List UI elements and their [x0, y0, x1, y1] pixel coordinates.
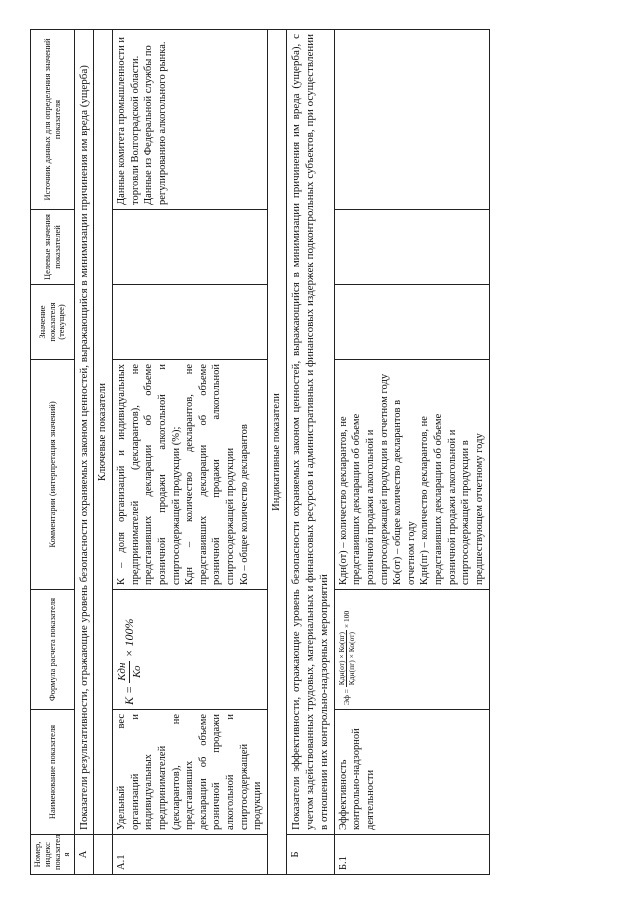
header-data-source: Источник данных для определения значений показателя [31, 30, 75, 210]
indicator-b1-current [334, 285, 489, 360]
key-indicators-row [94, 30, 113, 875]
formula-b1-fraction [337, 630, 358, 687]
indicative-indicators-label: Индикативные показатели [268, 30, 287, 875]
section-b-row [286, 30, 334, 875]
formula-a1 [116, 618, 144, 705]
formula-b1-numerator: Кдн(от) × Ко(пг) [336, 632, 346, 686]
indicator-a1-index: А.1 [113, 835, 268, 875]
formula-a1-lhs: K [121, 696, 136, 705]
indicator-b1-formula [334, 590, 489, 710]
header-row [31, 30, 75, 875]
formula-a1-denominator: Ко [131, 665, 144, 678]
indicator-a1-target [113, 210, 268, 285]
key-indicators-label: Ключевые показатели [94, 30, 113, 835]
indicator-a1-name: Удельный вес организаций и индивидуальных предпринимателей (декларантов), не представивших декларации об объеме розничной продажи алкогольной и спиртосодержащей продукции [113, 710, 268, 835]
indicator-a1-formula [113, 590, 268, 710]
indicator-a1-row [113, 30, 268, 875]
indicator-a1-current [113, 285, 268, 360]
header-name: Наименование показателя [31, 710, 75, 835]
section-a-row [75, 30, 94, 875]
section-a-index: А [75, 835, 94, 875]
key-indicators-index-cell [94, 835, 113, 875]
formula-a1-numerator: Кдн [115, 661, 130, 683]
header-current-value: Значение показателя (текущее) [31, 285, 75, 360]
formula-a1-eq: = [121, 685, 136, 694]
indicator-b1-index: Б.1 [334, 835, 489, 875]
indicator-b1-comment: Кдн(от) – количество декларантов, не представивших декларации об объеме розничной продажи алкогольной и спиртосодержащей продукции в отчетном году Ко(от) – общее количество декларантов в отчетном году Кдн(пг) – количество декларантов, не представивших декларации об объеме розничной продажи алкогольной и спиртосодержащей продукции в предшествующем отчетному году [334, 360, 489, 590]
formula-b1 [336, 610, 357, 705]
formula-b1-tail: × 100 [341, 610, 351, 629]
indicators-table [30, 29, 490, 875]
indicator-a1-comment [113, 360, 268, 590]
formula-b1-lhs: Эф = [341, 689, 351, 705]
indicative-indicators-row [268, 30, 287, 875]
section-a-title: Показатели результативности, отражающие уровень безопасности охраняемых законом ценностей, выражающийся в минимизации причинения им вреда (ущерба) [75, 30, 94, 835]
indicator-b1-source [334, 30, 489, 210]
indicator-b1-row [334, 30, 489, 875]
formula-b1-denominator: Кдн(пг) × Ко(от) [347, 632, 357, 686]
comment-a1-k: К – доля организаций и индивидуальных предпринимателей (декларантов), не представивших декларации об объеме розничной продажи алкогольной и спиртосодержащей продукции (%); [116, 364, 182, 585]
header-index: Номер, индекс показател я [31, 835, 75, 875]
formula-a1-tail: × 100% [121, 618, 136, 658]
indicator-b1-name: Эффективность контрольно-надзорной деятельности [334, 710, 489, 835]
comment-a1-ko: Ко – общее количество декларантов [238, 424, 250, 585]
section-b-title: Показатели эффективности, отражающие уровень безопасности охраняемых законом ценностей, выражающийся в минимизации причинения им вреда (ущерба), с учетом задействованных трудовых, материальных и финансовых ресурсов и административных и финансовых издержек подконтрольных субъектов, при осуществлении в отношении них контрольно-надзорных мероприятий [286, 30, 334, 835]
indicator-a1-source: Данные комитета промышленности и торговли Волгоградской области. Данные из Федеральной службы по регулированию алкогольного рынка. [113, 30, 268, 210]
indicator-b1-target [334, 210, 489, 285]
formula-a1-fraction [115, 661, 145, 683]
rotated-page [30, 30, 610, 875]
header-comments: Комментарии (интерпретация значений) [31, 360, 75, 590]
section-b-index: Б [286, 835, 334, 875]
header-target-value: Целевые значения показателей [31, 210, 75, 285]
comment-a1-kdn: Кдн – количество декларантов, не представивших декларации об объеме розничной продажи алкогольной спиртосодержащей продукции [184, 364, 237, 585]
header-formula: Формула расчета показателя [31, 590, 75, 710]
